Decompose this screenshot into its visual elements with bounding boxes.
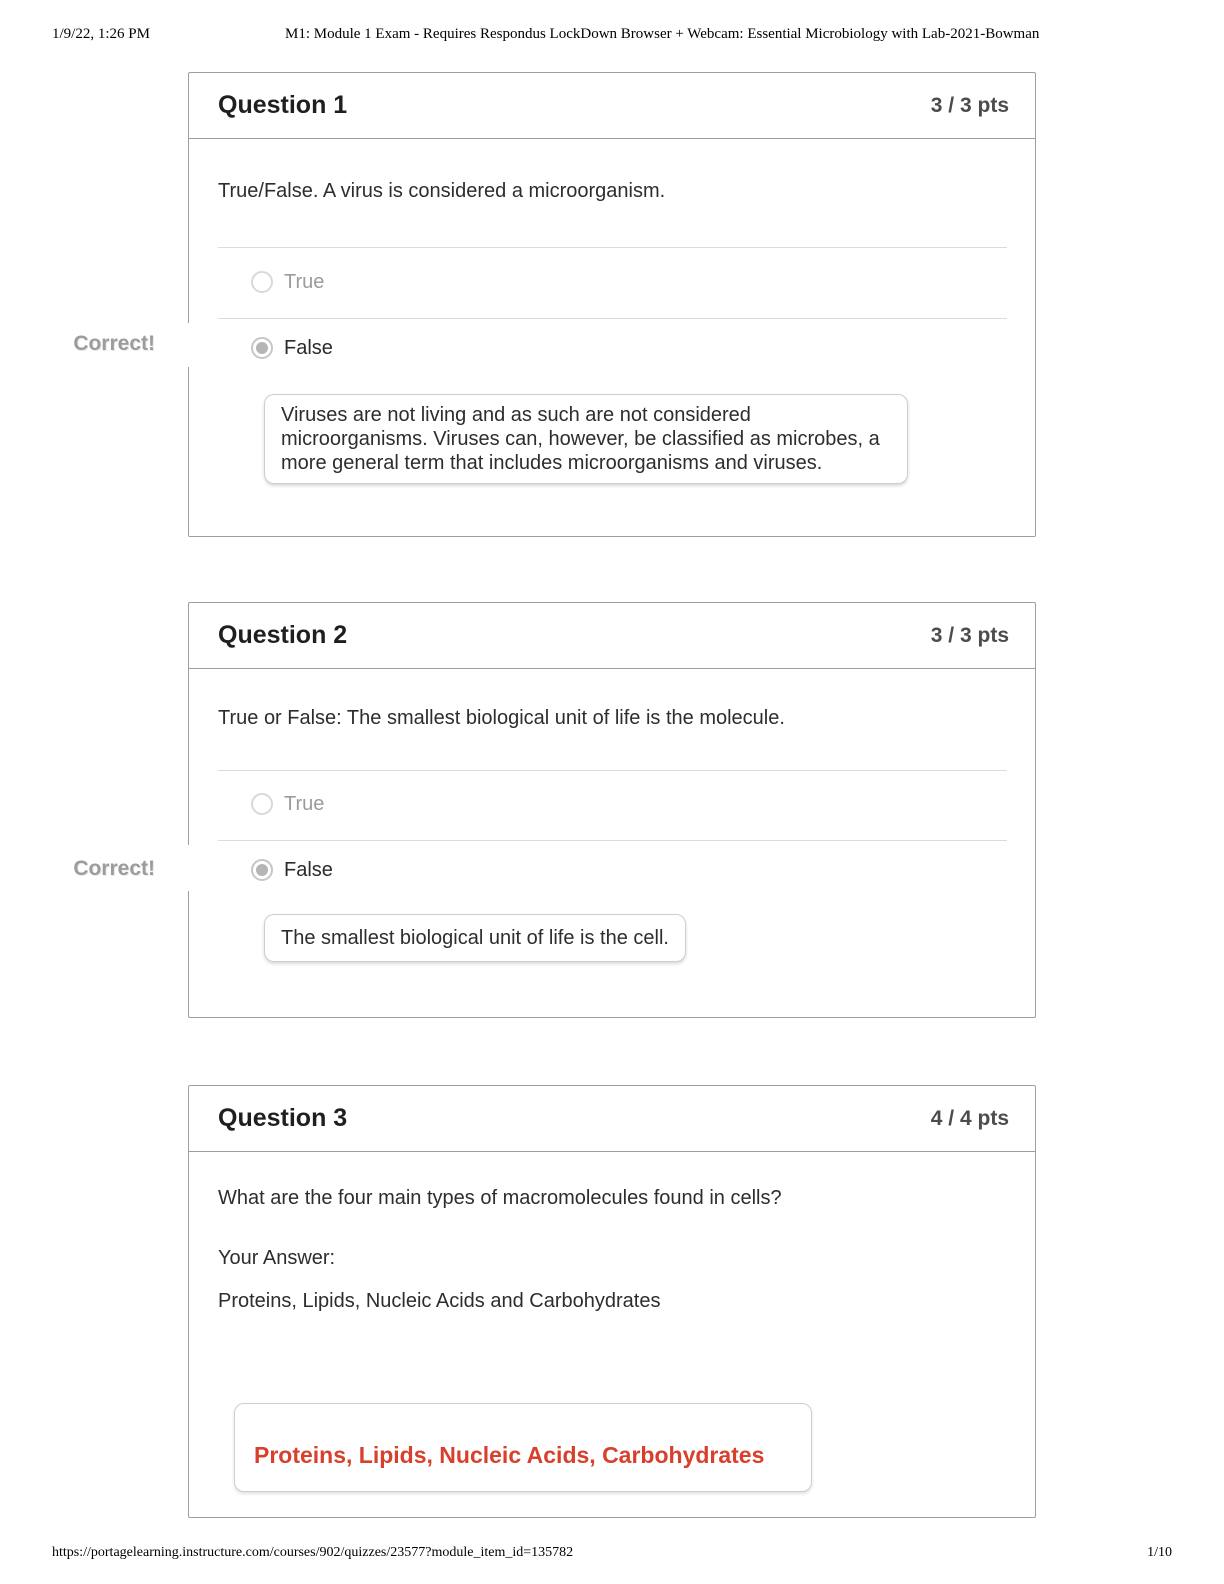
- answer-option-false: [251, 331, 333, 365]
- radio-unselected-icon[interactable]: [251, 271, 273, 293]
- question-1-header: [189, 73, 1035, 139]
- option-divider: [218, 770, 1007, 771]
- question-2-card: [188, 602, 1036, 1018]
- question-3-card: [188, 1085, 1036, 1518]
- answer-option-true: [251, 787, 324, 821]
- option-divider: [218, 247, 1007, 248]
- radio-selected-icon[interactable]: [251, 337, 273, 359]
- question-2-header: [189, 603, 1035, 669]
- question-points: 3 / 3 pts: [930, 93, 1009, 117]
- print-datetime: 1/9/22, 1:26 PM: [52, 26, 150, 42]
- question-title: Question 3: [218, 1104, 348, 1132]
- question-1-card: [188, 72, 1036, 537]
- question-3-header: [189, 1086, 1035, 1152]
- question-points: 3 / 3 pts: [930, 623, 1009, 647]
- question-prompt: True/False. A virus is considered a microorganism.: [218, 180, 666, 202]
- correct-status-flag: Correct!: [73, 332, 155, 355]
- radio-selected-icon[interactable]: [251, 859, 273, 881]
- question-prompt: What are the four main types of macromolecules found in cells?: [218, 1187, 782, 1209]
- radio-unselected-icon[interactable]: [251, 793, 273, 815]
- option-label: True: [284, 270, 325, 293]
- question-title: Question 2: [218, 621, 348, 649]
- question-points: 4 / 4 pts: [930, 1106, 1009, 1130]
- question-title: Question 1: [218, 91, 348, 119]
- your-answer-label: Your Answer:: [218, 1247, 336, 1269]
- question-prompt: True or False: The smallest biological unit of life is the molecule.: [218, 707, 785, 729]
- print-url: https://portagelearning.instructure.com/courses/902/quizzes/23577?module_item_id=135782: [52, 1545, 574, 1560]
- feedback-comment-box: Viruses are not living and as such are not considered microorganisms. Viruses can, however, be classified as microbes, a more general term that includes microorganisms and viruses.: [264, 394, 908, 484]
- correct-answer-box: [234, 1403, 812, 1492]
- correct-status-flag: Correct!: [73, 857, 155, 880]
- your-answer-text: Proteins, Lipids, Nucleic Acids and Carbohydrates: [218, 1290, 661, 1312]
- option-label: False: [284, 858, 333, 881]
- feedback-comment-box: The smallest biological unit of life is the cell.: [264, 914, 686, 962]
- option-label: False: [284, 336, 333, 359]
- option-label: True: [284, 792, 325, 815]
- correct-answer-text: Proteins, Lipids, Nucleic Acids, Carbohydrates: [254, 1442, 765, 1468]
- print-page-number: 1/10: [1147, 1545, 1172, 1560]
- option-divider: [218, 318, 1007, 319]
- answer-option-false: [251, 853, 333, 887]
- correct-marker-gap: [187, 845, 190, 891]
- option-divider: [218, 840, 1007, 841]
- correct-marker-gap: [187, 323, 190, 367]
- answer-option-true: [251, 265, 324, 299]
- print-document-title: M1: Module 1 Exam - Requires Respondus LockDown Browser + Webcam: Essential Microbiology with Lab-2021-Bowman: [285, 26, 1040, 42]
